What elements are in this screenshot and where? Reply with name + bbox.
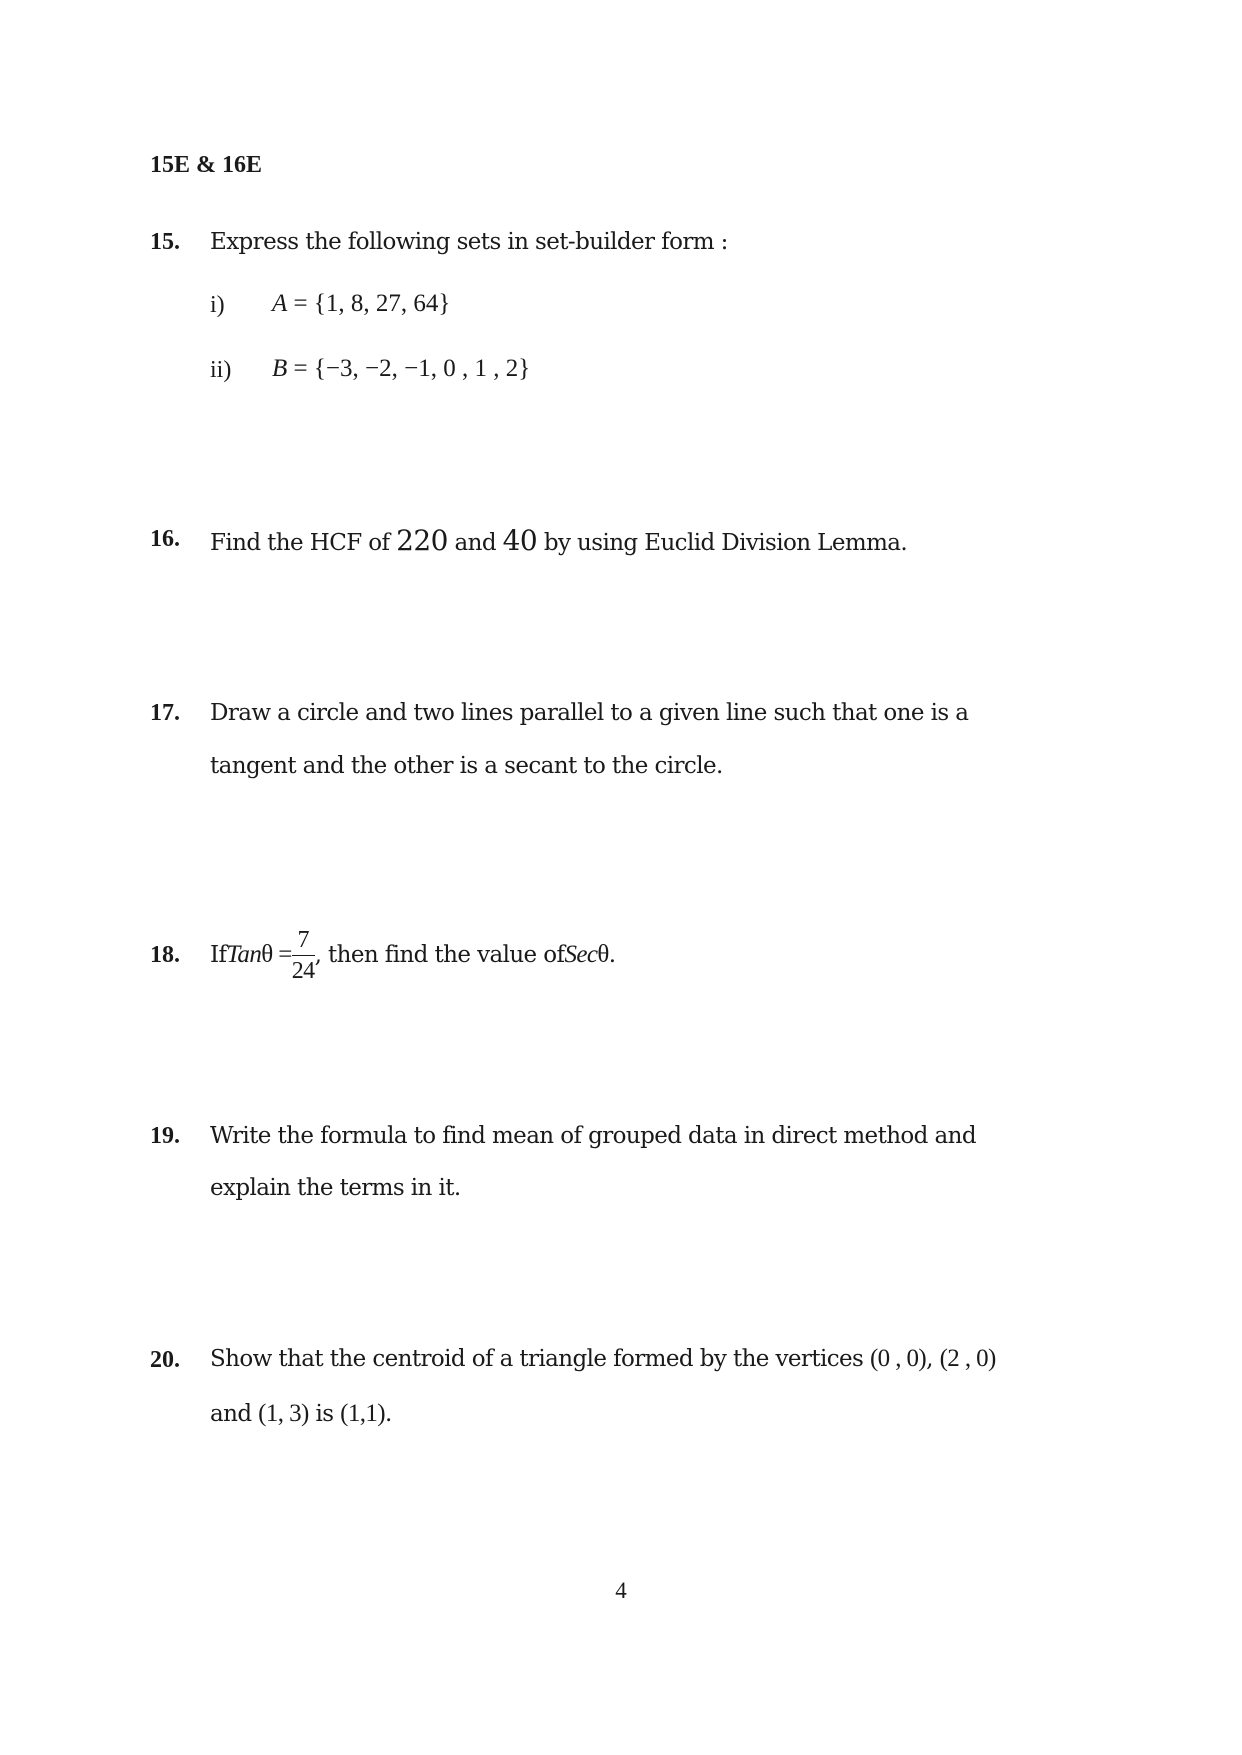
- q18-tan-expression: [226, 941, 291, 969]
- q20-separator: ,: [926, 1346, 940, 1372]
- q18-text: [210, 925, 615, 985]
- q18-equals: =: [272, 941, 292, 968]
- q20-number: 20.: [150, 1347, 180, 1373]
- q18-theta: θ: [261, 941, 273, 968]
- q18-number: 18.: [150, 942, 180, 968]
- q20-centroid: (1,1): [340, 1400, 386, 1427]
- q19-line1: Write the formula to find mean of grouped data in direct method and: [210, 1123, 976, 1149]
- q16-text-part2: and: [447, 530, 503, 556]
- q15-text: Express the following sets in set-builder form :: [210, 229, 728, 255]
- q20-vertex-3: (1, 3): [258, 1400, 309, 1427]
- q20-vertex-1: (0 , 0): [869, 1345, 927, 1372]
- q19-line2: explain the terms in it.: [210, 1175, 461, 1201]
- q15-sub1-variable: A: [272, 290, 288, 317]
- q16-number-40: 40: [502, 524, 538, 557]
- q20-period: .: [385, 1401, 392, 1427]
- q16-text: [210, 524, 907, 557]
- q20-line2: [210, 1400, 392, 1428]
- q18-text-then: , then find the value of: [314, 942, 565, 968]
- q15-sub2-equals: =: [287, 355, 314, 382]
- q18-sec-expression: [564, 941, 608, 969]
- page-header: 15E & 16E: [150, 152, 263, 178]
- q15-sub2-set: {−3, −2, −1, 0 , 1 , 2}: [313, 355, 531, 382]
- q18-sec: Sec: [564, 941, 598, 968]
- q18-tan: Tan: [226, 941, 262, 968]
- q16-number: 16.: [150, 526, 180, 552]
- q16-text-part3: by using Euclid Division Lemma.: [537, 530, 908, 556]
- q15-sub1-label: i): [210, 292, 225, 318]
- q18-text-if: If: [210, 942, 227, 968]
- q17-number: 17.: [150, 700, 180, 726]
- q15-sub2-label: ii): [210, 357, 232, 383]
- q20-text-and: and: [210, 1401, 259, 1427]
- q20-text-part1: Show that the centroid of a triangle formed by the vertices: [210, 1346, 870, 1372]
- q17-line1: Draw a circle and two lines parallel to a given line such that one is a: [210, 700, 969, 726]
- q15-sub1-expression: [272, 290, 450, 318]
- q16-text-part1: Find the HCF of: [210, 530, 397, 556]
- q15-number: 15.: [150, 229, 180, 255]
- q18-period: .: [608, 942, 616, 968]
- q20-text-is: is: [308, 1401, 341, 1427]
- q17-line2: tangent and the other is a secant to the circle.: [210, 753, 723, 779]
- q18-theta2: θ: [597, 941, 609, 968]
- q15-sub2-expression: [272, 355, 530, 383]
- q18-fraction-denominator: 24: [291, 957, 315, 984]
- q15-sub1-set: {1, 8, 27, 64}: [313, 290, 451, 317]
- page-number: 4: [615, 1578, 627, 1603]
- q20-line1: [210, 1345, 996, 1373]
- q15-sub1-equals: =: [287, 290, 314, 317]
- q16-number-220: 220: [396, 524, 448, 557]
- q15-sub2-variable: B: [272, 355, 288, 382]
- q20-vertex-2: (2 , 0): [939, 1345, 996, 1372]
- q18-fraction-numerator: 7: [292, 928, 315, 956]
- q18-fraction: [292, 928, 315, 983]
- q19-number: 19.: [150, 1123, 180, 1149]
